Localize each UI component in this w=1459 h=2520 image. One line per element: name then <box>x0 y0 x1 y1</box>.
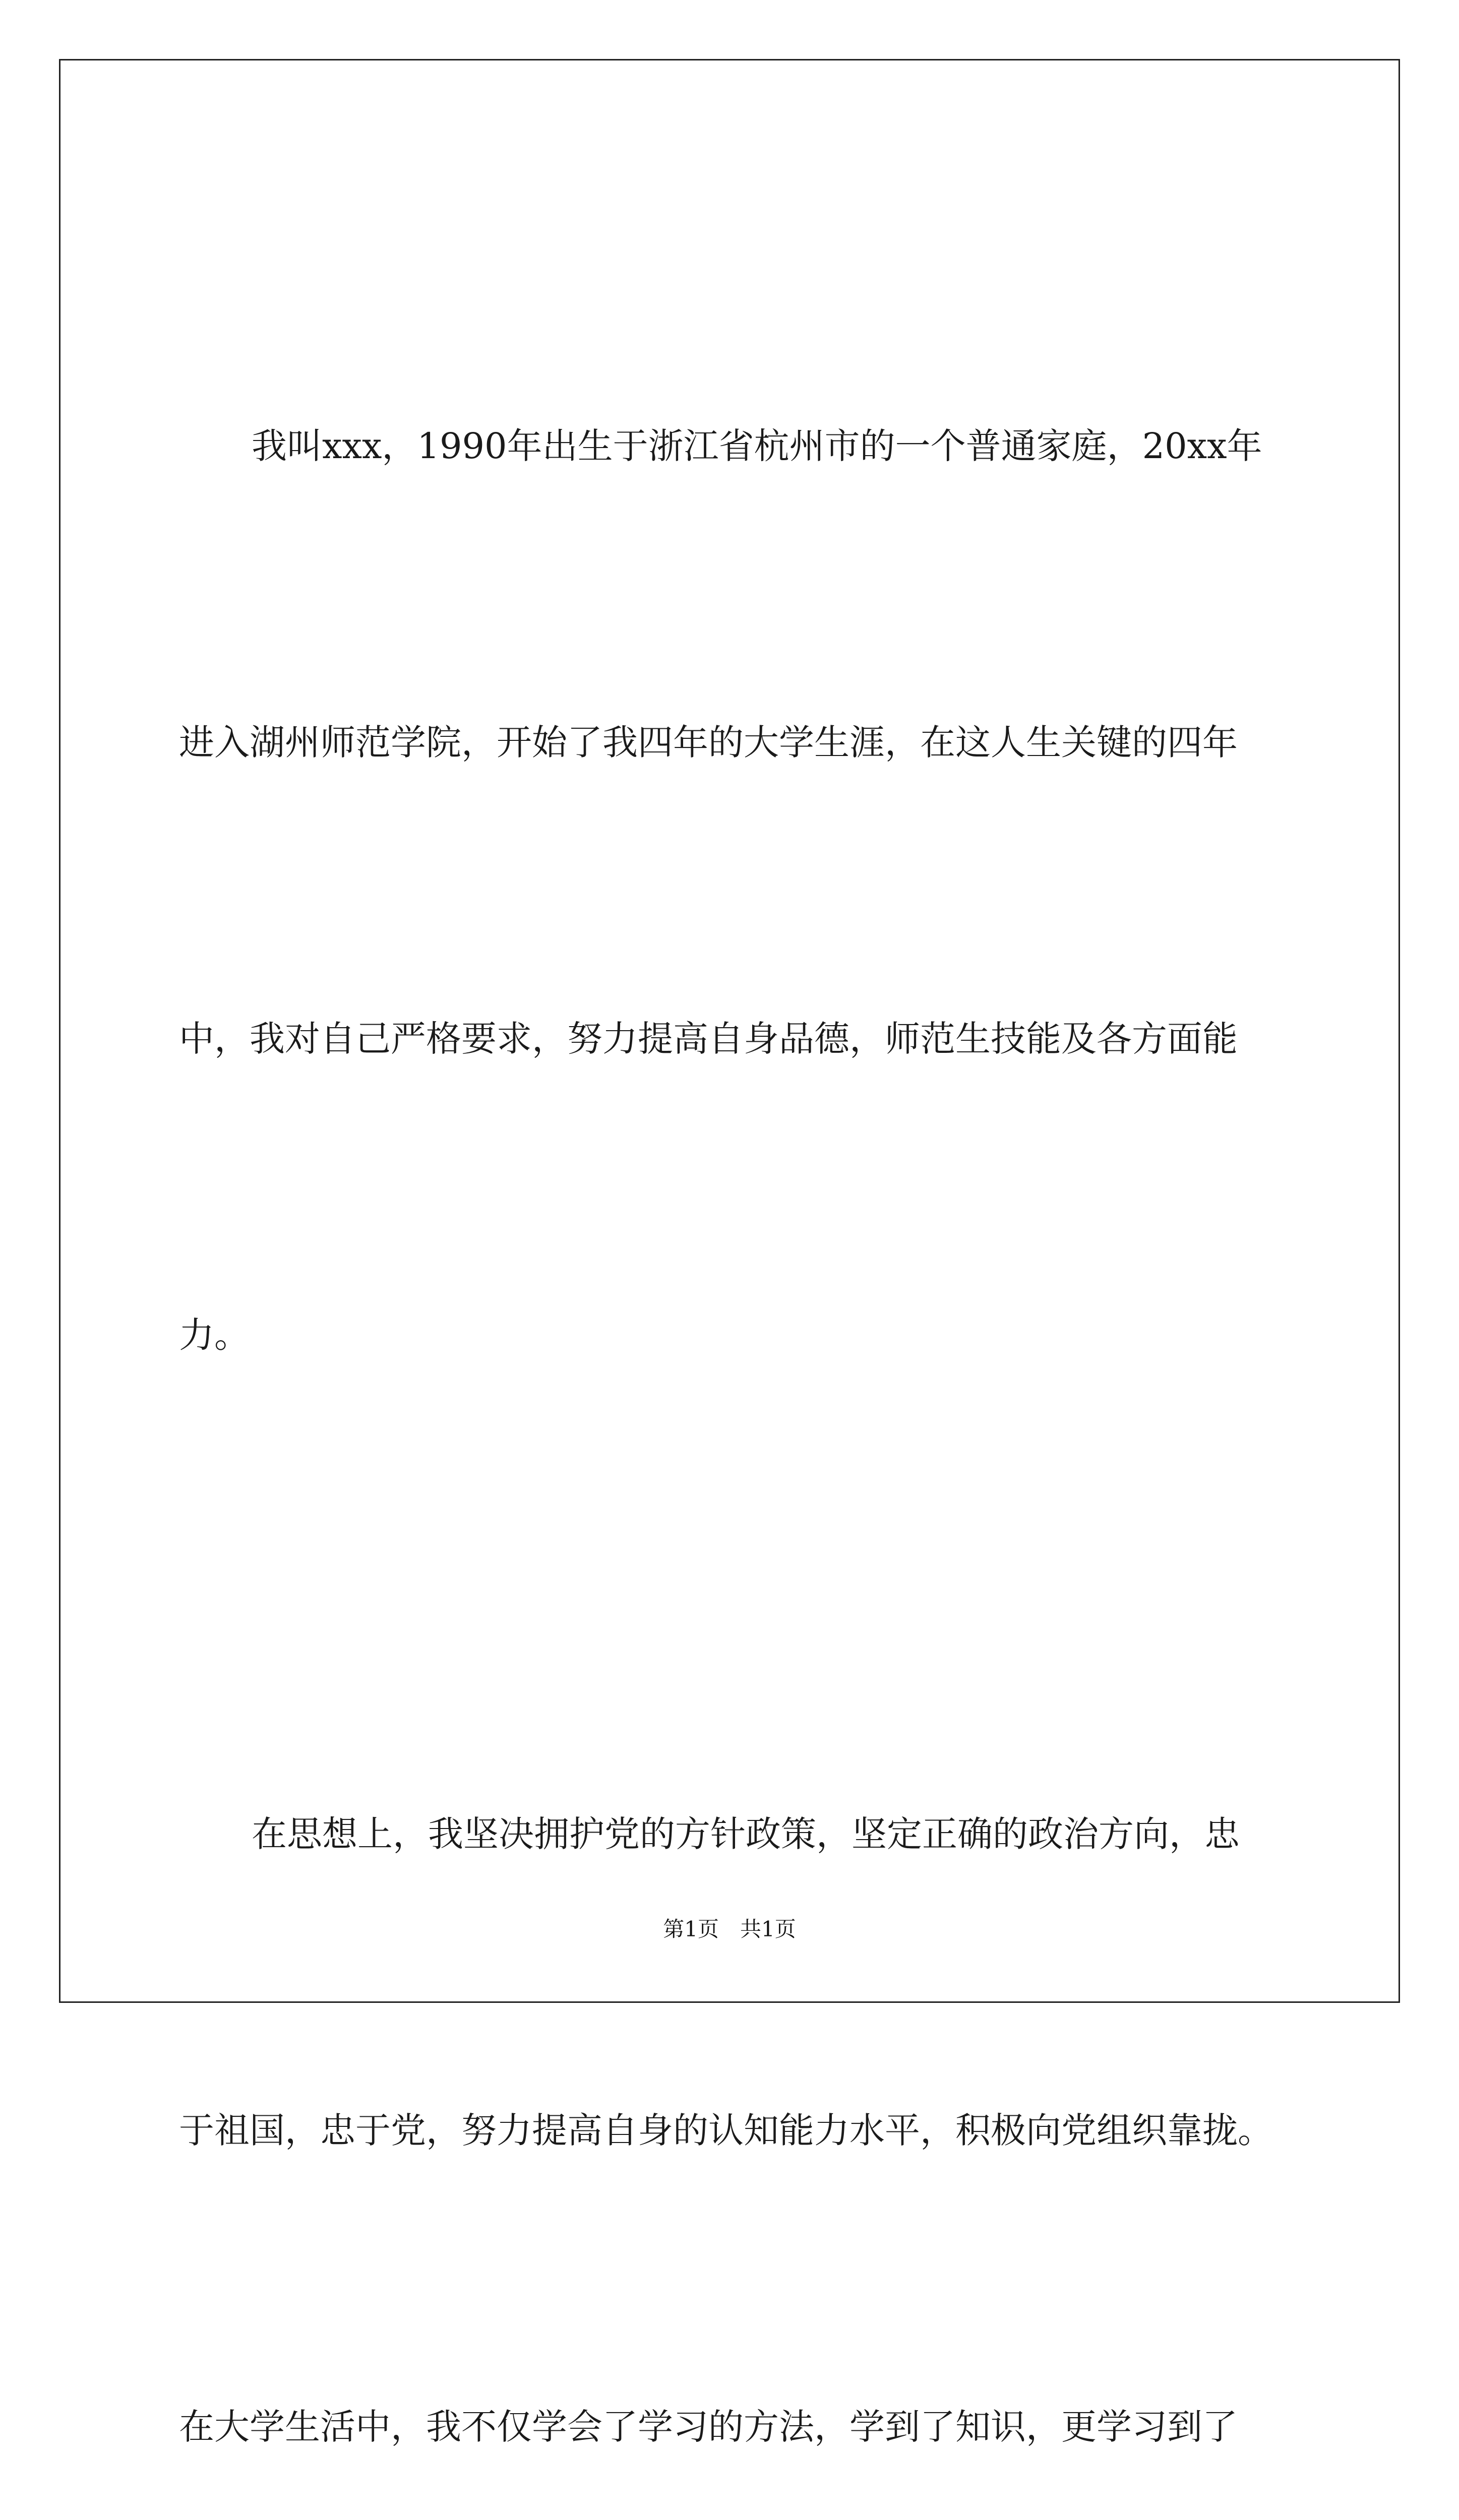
paragraph-ideology <box>179 1587 1303 2520</box>
text-line: 于祖国，忠于党，努力提高自身的认知能力水平，积极向党组织靠拢。 <box>179 2110 1273 2151</box>
paragraph-intro <box>179 199 1303 1582</box>
text-line: 在大学生活中，我不仅学会了学习的方法，学到了知识，更学习到了 <box>179 2406 1238 2447</box>
text-line: 中，我对自己严格要求，努力提高自身品德，师范生技能及各方面能 <box>179 1018 1238 1059</box>
text-line: 我叫xxx，1990年出生于浙江省杭州市的一个普通家庭，20xx年 <box>252 425 1262 467</box>
text-line: 进入湖州师范学院，开始了我四年的大学生涯，在这人生关键的四年 <box>179 722 1238 763</box>
document-body <box>179 199 1303 2520</box>
page-number-footer: 第1页 共1页 <box>663 1917 796 1941</box>
text-line: 在思想上，我坚决拥护党的方针政策，坚定正确的政治方向，忠 <box>252 1813 1240 1855</box>
text-line: 力。 <box>179 1314 250 1356</box>
